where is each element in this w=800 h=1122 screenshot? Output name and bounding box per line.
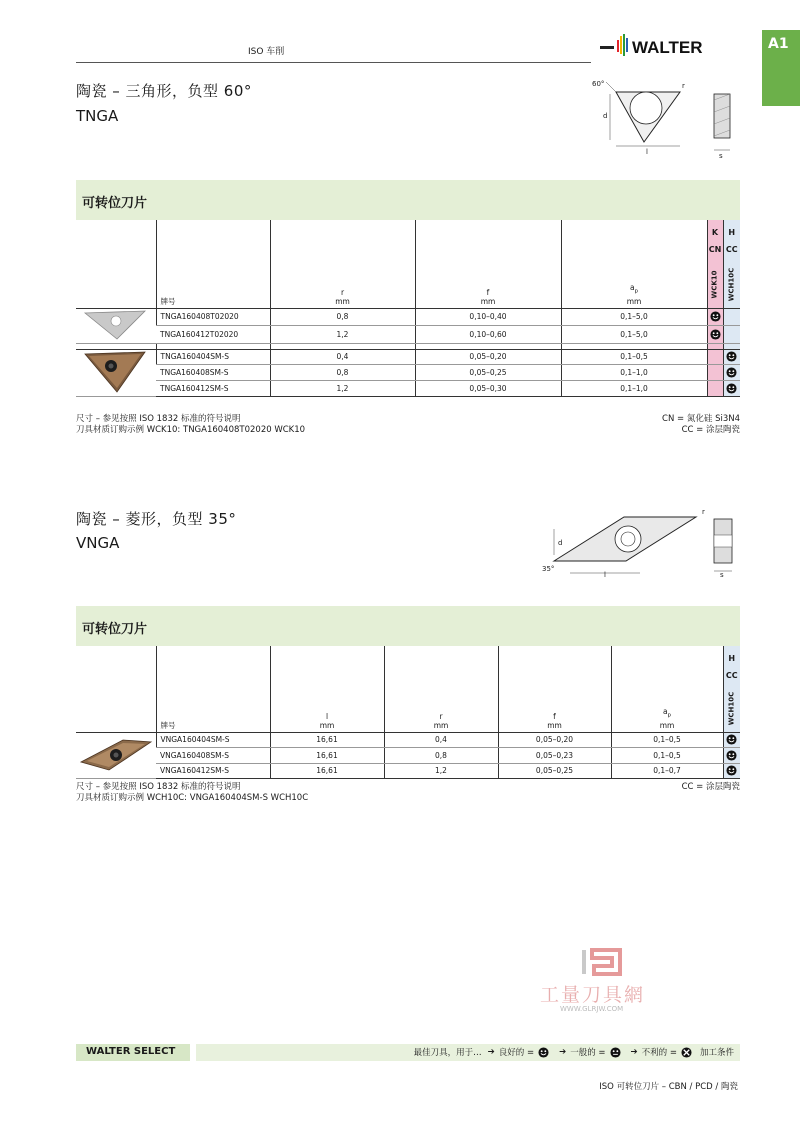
table-row xyxy=(76,748,740,764)
table-row xyxy=(76,732,740,748)
section-label: ISO 车削 xyxy=(248,47,285,57)
designation-cell: VNGA160404SM-S xyxy=(156,732,270,748)
ap-cell: 0,1–1,0 xyxy=(561,365,707,381)
table-row xyxy=(76,380,740,396)
ap-cell: 0,1–0,7 xyxy=(611,763,723,779)
grade-rating-cell xyxy=(723,365,740,381)
chapter-tab: A1 xyxy=(762,30,800,106)
grade-rating-cell xyxy=(723,380,740,396)
l-cell: 16,61 xyxy=(270,732,384,748)
insert-image-brown xyxy=(76,349,156,396)
tnga-table xyxy=(76,220,740,397)
smiley-good-icon xyxy=(726,367,737,378)
grade-rating-cell xyxy=(707,380,723,396)
watermark-url: WWW.GLRJW.COM xyxy=(560,1005,624,1013)
header-rule xyxy=(76,62,591,63)
arrow-right-icon: ➔ xyxy=(630,1047,638,1057)
rating-legend xyxy=(414,1046,734,1058)
smiley-good-icon xyxy=(538,1047,549,1058)
f-header: f mm xyxy=(415,220,561,308)
section2-note-left: 尺寸 – 参见按照 ISO 1832 标准的符号说明 刀具材质订购示例 WCH10C: VNGA160404SM-S WCH10C xyxy=(76,782,309,803)
legend-bad-label: 不利的 = xyxy=(641,1048,677,1058)
section1-note-left: 尺寸 – 参见按照 ISO 1832 标准的符号说明 刀具材质订购示例 WCK10: TNGA160408T02020 WCK10 xyxy=(76,414,306,435)
designation-cell: TNGA160404SM-S xyxy=(156,349,270,365)
ap-cell: 0,1–0,5 xyxy=(611,732,723,748)
designation-cell: TNGA160408SM-S xyxy=(156,365,270,381)
watermark-text: 工量刀具網 xyxy=(540,984,646,1006)
ap-cell: 0,1–1,0 xyxy=(561,380,707,396)
r-cell: 0,8 xyxy=(270,365,415,381)
grade-rating-cell xyxy=(723,763,740,779)
section2-title: 陶瓷 – 菱形，负型 35° xyxy=(76,510,237,528)
f-cell: 0,05–0,20 xyxy=(415,349,561,365)
vnga-r-label: r xyxy=(702,508,705,516)
r-cell: 0,8 xyxy=(270,308,415,326)
grade-rating-cell xyxy=(723,326,740,344)
vnga-brown-insert-icon xyxy=(79,734,153,774)
f-cell: 0,10–0,40 xyxy=(415,308,561,326)
smiley-neutral-icon xyxy=(610,1047,621,1058)
grade-column-wch10c: H CC WCH10C xyxy=(723,646,740,732)
grade-column-wck10: K CN WCK10 xyxy=(707,220,723,308)
designation-header: 牌号 xyxy=(156,220,270,308)
walter-logo xyxy=(600,32,740,58)
r-cell: 0,8 xyxy=(384,748,498,764)
r-header: r mm xyxy=(270,220,415,308)
r-cell: 0,4 xyxy=(384,732,498,748)
legend-end-label: 加工条件 xyxy=(699,1048,734,1058)
ap-cell: 0,1–5,0 xyxy=(561,326,707,344)
smiley-good-icon xyxy=(710,329,721,340)
smiley-good-icon xyxy=(726,734,737,745)
brand-text: WALTER xyxy=(632,38,703,57)
grade-rating-cell xyxy=(723,308,740,326)
r-header: r mm xyxy=(384,646,498,732)
grade-rating-cell xyxy=(707,365,723,381)
walter-select-label: WALTER SELECT xyxy=(76,1044,190,1061)
table-row xyxy=(76,308,740,326)
grade-rating-cell xyxy=(707,308,723,326)
bad-condition-icon xyxy=(681,1047,692,1058)
grade-rating-cell xyxy=(723,349,740,365)
designation-cell: TNGA160408T02020 xyxy=(156,308,270,326)
f-cell: 0,10–0,60 xyxy=(415,326,561,344)
tnga-l-label: l xyxy=(646,148,648,156)
smiley-good-icon xyxy=(726,765,737,776)
insert-image-grey xyxy=(76,308,156,343)
section2-code: VNGA xyxy=(76,534,120,552)
table-row xyxy=(76,326,740,344)
f-header: f mm xyxy=(498,646,611,732)
vnga-s-label: s xyxy=(720,571,724,579)
tnga-s-label: s xyxy=(719,152,723,160)
l-header: l mm xyxy=(270,646,384,732)
f-cell: 0,05–0,20 xyxy=(498,732,611,748)
f-cell: 0,05–0,25 xyxy=(415,365,561,381)
arrow-right-icon: ➔ xyxy=(559,1047,567,1057)
f-cell: 0,05–0,30 xyxy=(415,380,561,396)
section1-title: 陶瓷 – 三角形，负型 60° xyxy=(76,82,252,100)
r-cell: 0,4 xyxy=(270,349,415,365)
ap-cell: 0,1–0,5 xyxy=(561,349,707,365)
vnga-table xyxy=(76,646,740,779)
grade-column-wch10c: H CC WCH10C xyxy=(723,220,740,308)
ap-header: $a_p$ mm xyxy=(611,646,723,732)
vnga-diagram xyxy=(540,505,750,580)
ap-header: $a_p$ mm xyxy=(561,220,707,308)
l-cell: 16,61 xyxy=(270,748,384,764)
grade-rating-cell xyxy=(707,349,723,365)
r-cell: 1,2 xyxy=(270,326,415,344)
table-row xyxy=(76,763,740,779)
section1-note-right: CN = 氮化硅 Si3N4 CC = 涂层陶瓷 xyxy=(662,414,740,435)
tnga-angle-label: 60° xyxy=(592,80,605,88)
designation-cell: VNGA160412SM-S xyxy=(156,763,270,779)
tnga-diagram xyxy=(588,78,748,160)
designation-header: 牌号 xyxy=(156,646,270,732)
table-row xyxy=(76,349,740,365)
insert-image-brown xyxy=(76,732,156,779)
grade-rating-cell xyxy=(723,732,740,748)
l-cell: 16,61 xyxy=(270,763,384,779)
designation-cell: TNGA160412T02020 xyxy=(156,326,270,344)
designation-cell: VNGA160408SM-S xyxy=(156,748,270,764)
tnga-grey-insert-icon xyxy=(83,309,149,341)
smiley-good-icon xyxy=(726,351,737,362)
smiley-good-icon xyxy=(726,383,737,394)
f-cell: 0,05–0,25 xyxy=(498,763,611,779)
image-column-header xyxy=(76,220,156,308)
smiley-good-icon xyxy=(710,311,721,322)
tnga-d-label: d xyxy=(603,112,608,120)
tnga-brown-insert-icon xyxy=(83,350,149,394)
legend-intro: 最佳刀具，用于… xyxy=(413,1048,482,1058)
ap-cell: 0,1–5,0 xyxy=(561,308,707,326)
f-cell: 0,05–0,23 xyxy=(498,748,611,764)
vnga-angle-label: 35° xyxy=(542,565,555,573)
watermark-logo xyxy=(580,946,624,978)
arrow-right-icon: ➔ xyxy=(487,1047,495,1057)
r-cell: 1,2 xyxy=(384,763,498,779)
ap-cell: 0,1–0,5 xyxy=(611,748,723,764)
section1-band: 可转位刀片 xyxy=(76,180,740,220)
legend-normal-label: 一般的 = xyxy=(570,1048,606,1058)
smiley-good-icon xyxy=(726,750,737,761)
section2-note-right: CC = 涂层陶瓷 xyxy=(681,782,740,792)
vnga-l-label: l xyxy=(604,571,606,579)
grade-rating-cell xyxy=(723,748,740,764)
grade-rating-cell xyxy=(707,326,723,344)
image-column-header xyxy=(76,646,156,732)
page-caption: ISO 可转位刀片 – CBN / PCD / 陶瓷 xyxy=(599,1082,738,1092)
section2-band: 可转位刀片 xyxy=(76,606,740,646)
table-row xyxy=(76,365,740,381)
tnga-r-label: r xyxy=(682,82,685,90)
r-cell: 1,2 xyxy=(270,380,415,396)
legend-good-label: 良好的 = xyxy=(498,1048,535,1058)
vnga-d-label: d xyxy=(558,539,563,547)
designation-cell: TNGA160412SM-S xyxy=(156,380,270,396)
section1-code: TNGA xyxy=(76,107,119,125)
